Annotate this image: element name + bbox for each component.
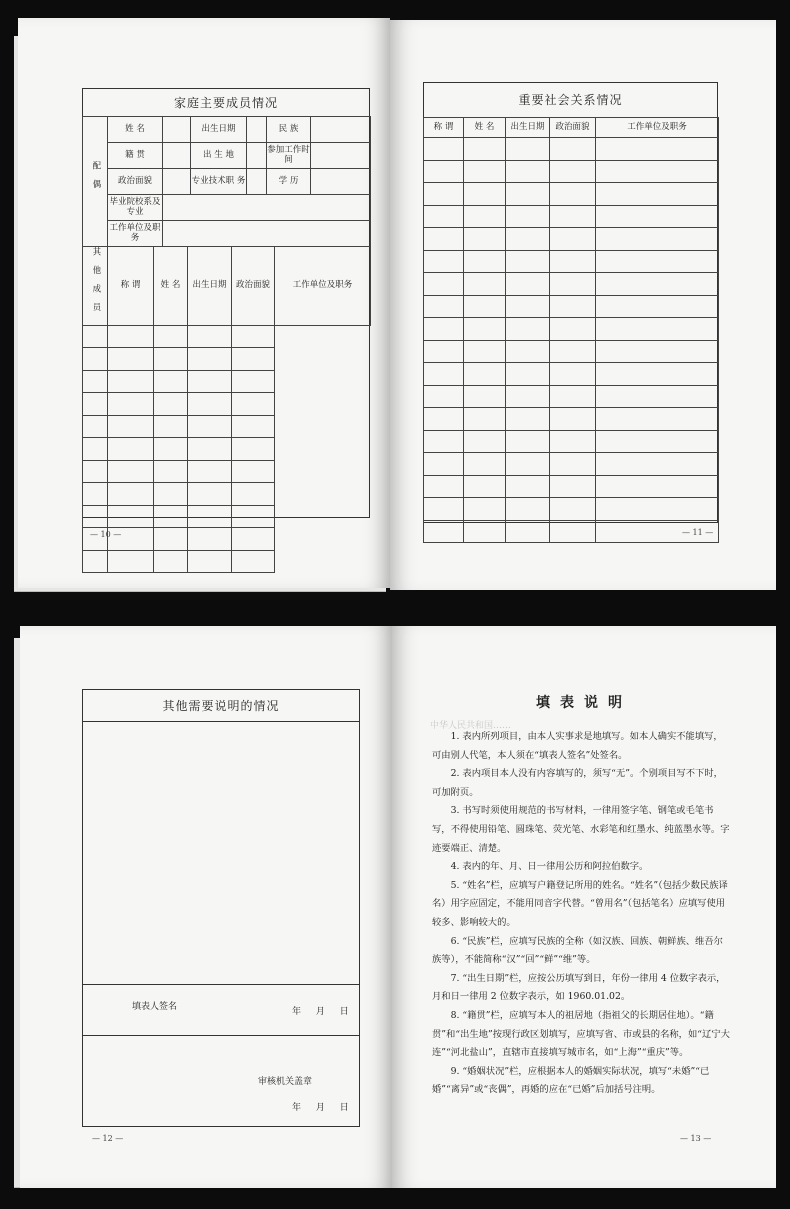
table-row	[424, 205, 719, 228]
blank-cell[interactable]	[424, 453, 464, 476]
blank-cell[interactable]	[108, 505, 154, 528]
value-cell[interactable]	[163, 117, 191, 143]
blank-cell[interactable]	[550, 160, 596, 183]
blank-cell[interactable]	[188, 483, 232, 506]
blank-cell[interactable]	[83, 550, 108, 573]
blank-cell[interactable]	[232, 348, 275, 371]
blank-cell[interactable]	[424, 520, 464, 543]
instruction-item: 3. 书写时须使用规范的书写材料，一律用签字笔、钢笔或毛笔书写，不得使用铅笔、圆珠笔、荧光笔、水彩笔和红墨水、纯蓝墨水等。字迹要端正、清楚。	[432, 805, 730, 854]
blank-cell[interactable]	[188, 370, 232, 393]
blank-cell[interactable]	[596, 475, 719, 498]
blank-cell[interactable]	[550, 430, 596, 453]
blank-cell[interactable]	[506, 363, 550, 386]
blank-cell[interactable]	[83, 460, 108, 483]
blank-cell[interactable]	[424, 160, 464, 183]
blank-cell[interactable]	[596, 498, 719, 521]
blank-cell[interactable]	[506, 205, 550, 228]
blank-cell[interactable]	[154, 370, 188, 393]
label-work-start: 参加工作时 间	[267, 143, 311, 169]
instruction-item: 5. “姓名”栏，应填写户籍登记所用的姓名。“姓名”（包括少数民族译名）用字应固定，不能用同音字代替。“曾用名”（包括笔名）应填写使用较多、影响较大的。	[432, 879, 728, 928]
blank-cell[interactable]	[506, 273, 550, 296]
blank-cell[interactable]	[188, 550, 232, 573]
table-row	[424, 318, 719, 341]
blank-cell[interactable]	[232, 483, 275, 506]
blank-cell[interactable]	[424, 250, 464, 273]
blank-cell[interactable]	[108, 438, 154, 461]
table-row	[83, 528, 371, 551]
blank-cell[interactable]	[506, 228, 550, 251]
page-title: 重要社会关系情况	[424, 83, 717, 118]
instruction-item: 6. “民族”栏，应填写民族的全称（如汉族、回族、朝鲜族、维吾尔族等），不能简称“汉”“回”“鲜”“维”等。	[432, 935, 723, 966]
table-row	[424, 340, 719, 363]
blank-cell[interactable]	[550, 273, 596, 296]
blank-cell[interactable]	[506, 475, 550, 498]
blank-cell[interactable]	[464, 385, 506, 408]
page-title: 其他需要说明的情况	[83, 690, 359, 722]
blank-cell[interactable]	[464, 475, 506, 498]
blank-cell[interactable]	[424, 205, 464, 228]
blank-cell[interactable]	[596, 453, 719, 476]
table-row	[424, 475, 719, 498]
table-row	[83, 370, 371, 393]
table-row	[83, 460, 371, 483]
label-professional-title: 专业技术职 务	[191, 169, 247, 195]
blank-cell[interactable]	[154, 528, 188, 551]
blank-cell[interactable]	[108, 483, 154, 506]
header-birthdate: 出生日期	[188, 247, 232, 326]
blank-cell[interactable]	[506, 385, 550, 408]
blank-cell[interactable]	[596, 340, 719, 363]
label-native-place: 籍 贯	[108, 143, 163, 169]
blank-cell[interactable]	[464, 295, 506, 318]
blank-cell[interactable]	[232, 325, 275, 348]
filler-signature-label: 填表人签名	[132, 1002, 178, 1012]
blank-cell[interactable]	[83, 483, 108, 506]
blank-cell[interactable]	[464, 430, 506, 453]
table-row	[424, 363, 719, 386]
page-number: — 13 —	[680, 1134, 712, 1143]
instruction-item: 8. “籍贯”栏，应填写本人的祖居地（指祖父的长期居住地）。“籍贯”和“出生地”按现行政区划填写，应填写省、市或县的名称，如“辽宁大连”“河北盐山”，直辖市直接填写城市名，如“上海”“重庆”等。	[432, 1009, 730, 1059]
blank-cell[interactable]	[506, 498, 550, 521]
top-spread	[0, 0, 790, 600]
instruction-item: 9. “婚姻状况”栏，应根据本人的婚姻实际状况，填写“未婚”“已婚”“离异”或“丧偶”，再婚的应在“已婚”后加括号注明。	[432, 1065, 710, 1096]
blank-cell[interactable]	[596, 205, 719, 228]
date-label: 年 月 日	[292, 1103, 355, 1113]
table-row	[83, 325, 371, 348]
blank-cell[interactable]	[464, 340, 506, 363]
blank-cell[interactable]	[108, 325, 154, 348]
blank-cell[interactable]	[550, 453, 596, 476]
blank-cell[interactable]	[108, 393, 154, 416]
blank-cell[interactable]	[596, 228, 719, 251]
blank-cell[interactable]	[188, 460, 232, 483]
blank-cell[interactable]	[424, 183, 464, 206]
blank-cell[interactable]	[596, 430, 719, 453]
instruction-item: 7. “出生日期”栏，应按公历填写到日，年份一律用 4 位数字表示，月和日一律用 2 位数字表示，如 1960.01.02。	[432, 972, 726, 1003]
blank-cell[interactable]	[550, 520, 596, 543]
blank-cell[interactable]	[550, 250, 596, 273]
blank-cell[interactable]	[464, 498, 506, 521]
value-cell[interactable]	[311, 143, 371, 169]
blank-cell[interactable]	[550, 498, 596, 521]
value-cell[interactable]	[163, 221, 371, 247]
table-row	[424, 430, 719, 453]
table-row	[83, 393, 371, 416]
blank-cell[interactable]	[108, 460, 154, 483]
blank-cell[interactable]	[424, 340, 464, 363]
blank-cell[interactable]	[464, 250, 506, 273]
header-name: 姓 名	[464, 118, 506, 138]
blank-cell[interactable]	[154, 415, 188, 438]
blank-cell[interactable]	[506, 408, 550, 431]
instruction-item: 2. 表内项目本人没有内容填写的，须写“无”。个别项目写不下时，可加附页。	[432, 768, 723, 798]
table-row	[83, 348, 371, 371]
blank-cell[interactable]	[596, 273, 719, 296]
blank-cell[interactable]	[596, 183, 719, 206]
blank-cell[interactable]	[596, 160, 719, 183]
blank-cell[interactable]	[83, 325, 108, 348]
blank-cell[interactable]	[506, 453, 550, 476]
blank-cell[interactable]	[596, 385, 719, 408]
blank-cell[interactable]	[550, 385, 596, 408]
blank-cell[interactable]	[424, 430, 464, 453]
page-12	[20, 626, 392, 1188]
review-seal-label: 审核机关盖章	[258, 1077, 313, 1087]
header-work: 工作单位及职务	[596, 118, 719, 138]
blank-cell[interactable]	[188, 528, 232, 551]
page-10	[18, 18, 390, 588]
label-birthdate: 出生日期	[191, 117, 247, 143]
blank-cell[interactable]	[232, 438, 275, 461]
blank-cell[interactable]	[506, 160, 550, 183]
blank-cell[interactable]	[506, 340, 550, 363]
table-row	[424, 183, 719, 206]
header-work: 工作单位及职务	[275, 247, 371, 326]
blank-cell[interactable]	[83, 348, 108, 371]
blank-cell[interactable]	[424, 228, 464, 251]
header-political: 政治面貌	[550, 118, 596, 138]
table-row	[83, 550, 371, 573]
blank-cell[interactable]	[154, 550, 188, 573]
blank-cell[interactable]	[464, 520, 506, 543]
header-political: 政治面貌	[232, 247, 275, 326]
blank-cell[interactable]	[83, 505, 108, 528]
blank-cell[interactable]	[506, 520, 550, 543]
blank-cell[interactable]	[506, 318, 550, 341]
blank-cell[interactable]	[154, 393, 188, 416]
table-row	[83, 483, 371, 506]
table-row	[424, 498, 719, 521]
blank-cell[interactable]	[108, 370, 154, 393]
blank-cell[interactable]	[83, 438, 108, 461]
blank-cell[interactable]	[550, 340, 596, 363]
blank-cell[interactable]	[464, 408, 506, 431]
blank-cell[interactable]	[596, 408, 719, 431]
label-education: 学 历	[267, 169, 311, 195]
blank-cell[interactable]	[232, 393, 275, 416]
blank-cell[interactable]	[424, 385, 464, 408]
blank-cell[interactable]	[550, 183, 596, 206]
blank-cell[interactable]	[154, 325, 188, 348]
table-row	[83, 438, 371, 461]
label-school-major: 毕业院校系及专业	[108, 195, 163, 221]
blank-cell[interactable]	[424, 408, 464, 431]
blank-cell[interactable]	[232, 370, 275, 393]
blank-cell[interactable]	[506, 250, 550, 273]
blank-cell[interactable]	[596, 363, 719, 386]
table-row	[83, 415, 371, 438]
blank-cell[interactable]	[550, 138, 596, 161]
blank-cell[interactable]	[188, 438, 232, 461]
blank-cell[interactable]	[464, 363, 506, 386]
page-title: 家庭主要成员情况	[83, 89, 369, 117]
blank-cell[interactable]	[596, 138, 719, 161]
label-work-unit: 工作单位及职务	[108, 221, 163, 247]
blank-cell[interactable]	[550, 363, 596, 386]
blank-cell[interactable]	[232, 550, 275, 573]
blank-cell[interactable]	[83, 370, 108, 393]
other-notes-frame	[82, 689, 360, 1127]
header-birthdate: 出生日期	[506, 118, 550, 138]
blank-cell[interactable]	[154, 348, 188, 371]
blank-cell[interactable]	[424, 295, 464, 318]
blank-cell[interactable]	[464, 183, 506, 206]
blank-cell[interactable]	[188, 348, 232, 371]
blank-cell[interactable]	[188, 393, 232, 416]
notes-area[interactable]	[83, 722, 359, 984]
label-name: 姓 名	[108, 117, 163, 143]
blank-cell[interactable]	[464, 273, 506, 296]
blank-cell[interactable]	[424, 475, 464, 498]
page-number: — 12 —	[92, 1134, 124, 1143]
table-row	[424, 295, 719, 318]
blank-cell[interactable]	[232, 415, 275, 438]
table-row	[83, 505, 371, 528]
blank-cell[interactable]	[506, 295, 550, 318]
value-cell[interactable]	[247, 143, 267, 169]
blank-cell[interactable]	[506, 138, 550, 161]
blank-cell[interactable]	[550, 318, 596, 341]
table-row	[424, 520, 719, 543]
blank-cell[interactable]	[424, 138, 464, 161]
others-label: 其他成员	[83, 247, 108, 326]
blank-cell[interactable]	[550, 228, 596, 251]
bleed-through-text: 中华人民共和国……	[430, 721, 512, 731]
date-label: 年 月 日	[292, 1007, 355, 1017]
table-row	[424, 385, 719, 408]
blank-cell[interactable]	[550, 408, 596, 431]
blank-cell[interactable]	[464, 205, 506, 228]
blank-cell[interactable]	[596, 318, 719, 341]
blank-cell[interactable]	[108, 550, 154, 573]
other-members-table	[82, 246, 371, 573]
table-row	[424, 138, 719, 161]
instruction-item: 4. 表内的年、月、日一律用公历和阿拉伯数字。	[450, 861, 649, 873]
page-13	[392, 626, 776, 1188]
value-cell[interactable]	[163, 143, 191, 169]
blank-cell[interactable]	[464, 318, 506, 341]
blank-cell[interactable]	[424, 273, 464, 296]
bottom-spread	[0, 608, 790, 1209]
blank-cell[interactable]	[83, 393, 108, 416]
blank-cell[interactable]	[154, 505, 188, 528]
blank-cell[interactable]	[424, 318, 464, 341]
spouse-label: 配偶	[83, 117, 108, 247]
blank-cell[interactable]	[596, 295, 719, 318]
label-birthplace: 出 生 地	[191, 143, 247, 169]
table-row	[424, 453, 719, 476]
header-name: 姓 名	[154, 247, 188, 326]
spouse-table	[82, 116, 371, 247]
value-cell[interactable]	[247, 117, 267, 143]
blank-cell[interactable]	[154, 483, 188, 506]
blank-cell[interactable]	[108, 348, 154, 371]
blank-cell[interactable]	[550, 205, 596, 228]
blank-cell[interactable]	[424, 498, 464, 521]
blank-cell[interactable]	[550, 475, 596, 498]
label-ethnicity: 民 族	[267, 117, 311, 143]
blank-cell[interactable]	[596, 250, 719, 273]
blank-cell[interactable]	[506, 183, 550, 206]
table-row	[424, 160, 719, 183]
table-row	[424, 250, 719, 273]
table-row	[424, 228, 719, 251]
value-cell[interactable]	[247, 169, 267, 195]
value-cell[interactable]	[163, 169, 191, 195]
table-row	[424, 408, 719, 431]
instructions-title: 填表说明	[536, 695, 632, 711]
label-political-status: 政治面貌	[108, 169, 163, 195]
blank-cell[interactable]	[550, 295, 596, 318]
blank-cell[interactable]	[232, 505, 275, 528]
blank-cell[interactable]	[232, 528, 275, 551]
blank-cell[interactable]	[154, 460, 188, 483]
header-relation: 称 谓	[424, 118, 464, 138]
header-relation: 称 谓	[108, 247, 154, 326]
blank-cell[interactable]	[188, 415, 232, 438]
table-row	[424, 273, 719, 296]
instructions-list	[432, 728, 732, 1100]
value-cell[interactable]	[311, 169, 371, 195]
blank-cell[interactable]	[188, 325, 232, 348]
blank-cell[interactable]	[83, 415, 108, 438]
blank-cell[interactable]	[188, 505, 232, 528]
blank-cell[interactable]	[506, 430, 550, 453]
blank-cell[interactable]	[424, 363, 464, 386]
value-cell[interactable]	[311, 117, 371, 143]
blank-cell[interactable]	[464, 138, 506, 161]
blank-cell[interactable]	[464, 228, 506, 251]
blank-cell[interactable]	[154, 438, 188, 461]
page-number: — 10 —	[90, 530, 122, 539]
social-relations-table	[423, 117, 719, 543]
blank-cell[interactable]	[108, 415, 154, 438]
page-11	[390, 20, 776, 590]
page-number: — 11 —	[682, 528, 714, 537]
blank-cell[interactable]	[464, 453, 506, 476]
instruction-item: 1. 表内所列项目，由本人实事求是地填写。如本人确实不能填写，可由别人代笔，本人须在“填表人签名”处签名。	[432, 731, 723, 761]
blank-cell[interactable]	[232, 460, 275, 483]
value-cell[interactable]	[163, 195, 371, 221]
blank-cell[interactable]	[464, 160, 506, 183]
